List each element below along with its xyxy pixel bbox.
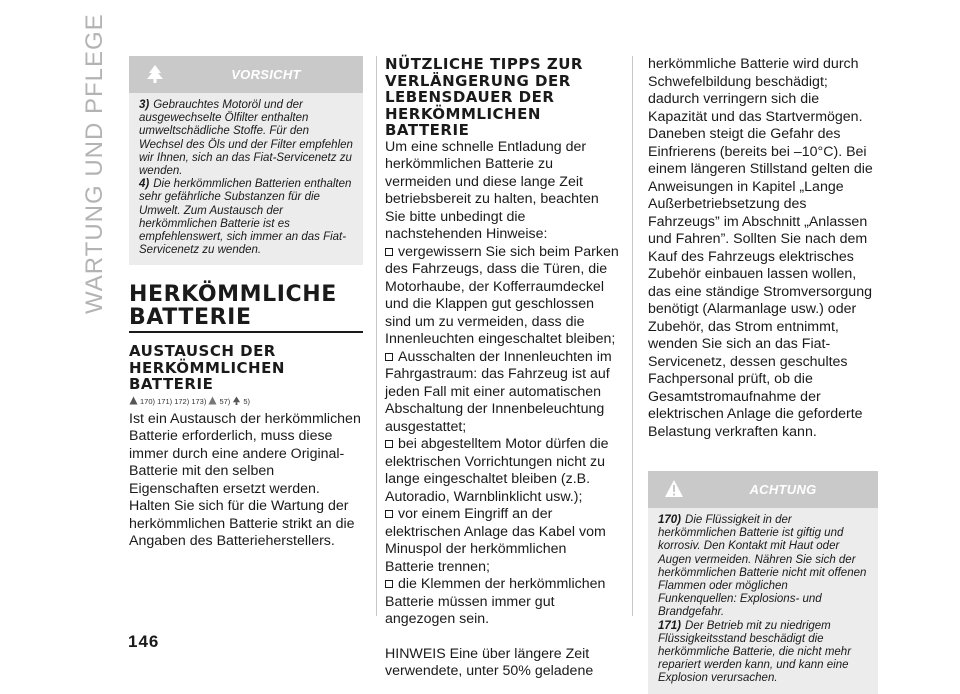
column-1 bbox=[129, 56, 363, 551]
caution-triangle-icon bbox=[208, 396, 217, 405]
austausch-text: Ist ein Austausch der herkömmlichen Batterie erforderlich, muss diese immer durch eine andere Original-Batterie mit den selben Eigenschaften ersetzt werden. Halten Sie sich für die Wartung der herkömmlichen Batterie strikt an die Angaben des Batterieherstellers. bbox=[129, 410, 361, 550]
column-divider bbox=[376, 56, 377, 616]
sub-heading: AUSTAUSCH DER HERKÖMMLICHEN BATTERIE bbox=[129, 342, 285, 394]
bullet-icon bbox=[385, 248, 393, 256]
tipps-heading: NÜTZLICHE TIPPS ZUR VERLÄNGERUNG DER LEBENSDAUER DER HERKÖMMLICHEN BATTERIE bbox=[385, 55, 583, 139]
column-divider bbox=[632, 56, 633, 616]
section-heading: HERKÖMMLICHE BATTERIE bbox=[129, 282, 337, 331]
list-item: bei abgestelltem Motor dürfen die elektrischen Vorrichtungen nicht zu lange eingeschaltet bleiben (z.B. Autoradio, Warnblinklicht usw.); bbox=[385, 436, 609, 505]
column-3-text: herkömmliche Batterie wird durch Schwefelbildung beschädigt; dadurch verringern sich die Kapazität und das Startvermögen. Daneben steigt die Gefahr des Einfrierens (bereits bei –10°C). Bei einem längeren Stillstand gelten die Anweisungen in Kapitel „Lange Außerbetriebsetzung des Fahrzeugs” im Abschnitt „Anlassen und Fahren”. Sollten Sie nach dem Kauf des Fahrzeugs elektrisches Zubehör einbauen lassen wollen, das eine ständige Stromversorgung benötigt (Alarmanlage usw.) oder Zubehör, das Strom entnimmt, wenden Sie sich an das Fiat-Servicenetz, dessen geschultes Fachpersonal prüft, ob die Gesamtstromaufnahme der elektrischen Anlage die geforderte Belastung verkraften kann. bbox=[648, 56, 873, 440]
vorsicht-title: VORSICHT bbox=[231, 67, 301, 82]
tipps-intro: Um eine schnelle Entladung der herkömmlichen Batterie zu vermeiden und diese lange Zeit betriebsbereit zu halten, beachten Sie bitte unbedingt die nachstehenden Hinweise: bbox=[385, 138, 599, 242]
environment-tree-icon bbox=[232, 396, 241, 405]
bullet-icon bbox=[385, 440, 393, 448]
achtung-header bbox=[648, 471, 878, 508]
vorsicht-box bbox=[129, 56, 363, 265]
achtung-body bbox=[648, 508, 878, 694]
list-item: vergewissern Sie sich beim Parken des Fahrzeugs, dass die Türen, die Motorhaube, der Kofferraumdeckel und die Klappen gut geschlossen sind um zu vermeiden, dass die Innenleuchten eingeschaltet bleiben; bbox=[385, 243, 619, 347]
bullet-icon bbox=[385, 580, 393, 588]
list-item: Ausschalten der Innenleuchten im Fahrgastraum: das Fahrzeug ist auf jeden Fall mit einer automatischen Abschaltung der Innenbeleuchtung ausgestattet; bbox=[385, 348, 612, 435]
reference-markers: 170) 171) 172) 173) 57) 5) bbox=[129, 393, 363, 411]
vorsicht-header bbox=[129, 56, 363, 93]
achtung-item: 171) Der Betrieb mit zu niedrigem Flüssigkeitsstand beschädigt die herkömmliche Batterie, die nicht mehr repariert werden kann, und kann eine Explosion verursachen. bbox=[658, 619, 852, 685]
achtung-box bbox=[648, 471, 878, 694]
achtung-title: ACHTUNG bbox=[749, 482, 817, 497]
bullet-icon bbox=[385, 353, 393, 361]
hinweis-text: HINWEIS Eine über längere Zeit verwendete, unter 50% geladene bbox=[385, 645, 594, 679]
vorsicht-item: 3) Gebrauchtes Motoröl und der ausgewechselte Ölfilter enthalten umweltschädliche Stoffe. Für den Wechsel des Öls und der Filter empfehlen wir Ihnen, sich an das Fiat-Servicenetz zu wenden. bbox=[139, 99, 353, 178]
page-number: 146 bbox=[128, 632, 160, 651]
bullet-icon bbox=[385, 510, 393, 518]
warning-triangle-icon bbox=[664, 479, 684, 499]
environment-tree-icon bbox=[145, 64, 165, 84]
vorsicht-body bbox=[129, 93, 363, 265]
chapter-side-title: WARTUNG UND PFLEGE bbox=[81, 13, 108, 314]
list-item: die Klemmen der herkömmlichen Batterie müssen immer gut angezogen sein. bbox=[385, 576, 606, 627]
column-2 bbox=[385, 56, 619, 681]
vorsicht-item: 4) Die herkömmlichen Batterien enthalten sehr gefährliche Substanzen für die Umwelt. Zum Austausch der herkömmlichen Batterie ist es empfehlenswert, sich immer an das Fiat-Servicenetz zu wenden. bbox=[139, 178, 352, 257]
achtung-item: 170) Die Flüssigkeit in der herkömmlichen Batterie ist giftig und korrosiv. Den Kontakt mit Haut oder Augen vermeiden. Nähren Sie sich der herkömmlichen Batterie nicht mit offenen Flammen oder möglichen Funkenquellen: Explosions- und Brandgefahr. bbox=[658, 514, 867, 619]
column-3 bbox=[648, 56, 878, 694]
warning-triangle-icon bbox=[129, 396, 138, 405]
list-item: vor einem Eingriff an der elektrischen Anlage das Kabel vom Minuspol der herkömmlichen Batterie trennen; bbox=[385, 506, 606, 575]
